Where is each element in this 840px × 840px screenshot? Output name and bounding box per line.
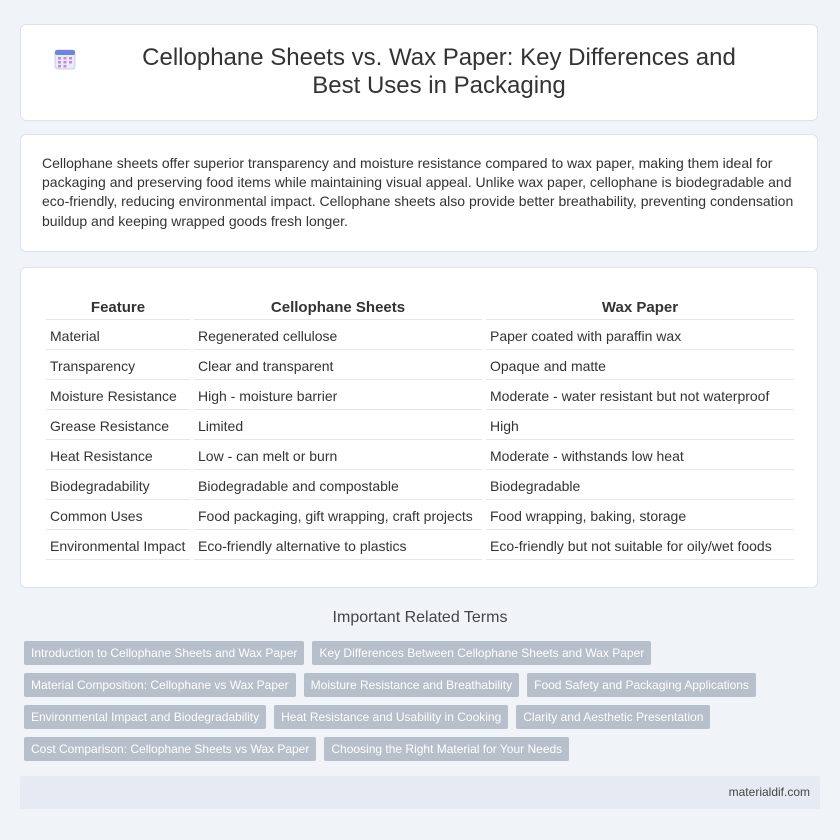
related-term-tag[interactable]: Clarity and Aesthetic Presentation xyxy=(516,705,710,729)
table-cell: Paper coated with paraffin wax xyxy=(486,322,794,350)
table-row xyxy=(46,442,794,470)
comparison-table xyxy=(42,294,798,562)
table-cell: Eco-friendly alternative to plastics xyxy=(194,532,482,560)
table-cell: Heat Resistance xyxy=(46,442,190,470)
tag-row xyxy=(24,737,804,761)
header-wax-paper: Wax Paper xyxy=(486,296,794,320)
table-cell: Clear and transparent xyxy=(194,352,482,380)
related-term-tag[interactable]: Heat Resistance and Usability in Cooking xyxy=(274,705,508,729)
title-card xyxy=(20,24,818,121)
table-cell: Grease Resistance xyxy=(46,412,190,440)
table-cell: High - moisture barrier xyxy=(194,382,482,410)
table-row xyxy=(46,532,794,560)
table-cell: Environmental Impact xyxy=(46,532,190,560)
table-cell: Limited xyxy=(194,412,482,440)
intro-paragraph: Cellophane sheets offer superior transparency and moisture resistance compared to wax paper, making them ideal for packaging and preserving food items while maintaining visual appeal. Unlike wax paper, cellophane is biodegradable and eco-friendly, reducing environmental impact. Cellophane sheets also provide better breathability, preventing condensation buildup and keeping wrapped goods fresh longer. xyxy=(42,155,794,229)
table-cell: Moderate - water resistant but not waterproof xyxy=(486,382,794,410)
table-row xyxy=(46,502,794,530)
table-row xyxy=(46,352,794,380)
table-cell: Biodegradable and compostable xyxy=(194,472,482,500)
related-term-tag[interactable]: Cost Comparison: Cellophane Sheets vs Wax Paper xyxy=(24,737,316,761)
footer xyxy=(20,776,820,809)
intro-card xyxy=(20,134,818,252)
table-cell: Food wrapping, baking, storage xyxy=(486,502,794,530)
table-cell: Low - can melt or burn xyxy=(194,442,482,470)
table-cell: Eco-friendly but not suitable for oily/wet foods xyxy=(486,532,794,560)
table-cell: Opaque and matte xyxy=(486,352,794,380)
comparison-card xyxy=(20,267,818,588)
table-cell: Food packaging, gift wrapping, craft projects xyxy=(194,502,482,530)
table-cell: Material xyxy=(46,322,190,350)
table-cell: Transparency xyxy=(46,352,190,380)
related-term-tag[interactable]: Environmental Impact and Biodegradability xyxy=(24,705,266,729)
footer-site: materialdif.com xyxy=(728,785,810,799)
related-term-tag[interactable]: Key Differences Between Cellophane Sheets and Wax Paper xyxy=(312,641,651,665)
related-term-tag[interactable]: Material Composition: Cellophane vs Wax Paper xyxy=(24,673,296,697)
table-row xyxy=(46,322,794,350)
table-cell: Moisture Resistance xyxy=(46,382,190,410)
table-row xyxy=(46,382,794,410)
page-title: Cellophane Sheets vs. Wax Paper: Key Differences and Best Uses in Packaging xyxy=(142,44,736,99)
table-cell: Regenerated cellulose xyxy=(194,322,482,350)
tag-row xyxy=(24,705,804,729)
related-terms-title: Important Related Terms xyxy=(332,609,508,626)
table-header-row xyxy=(46,296,794,320)
table-cell: Moderate - withstands low heat xyxy=(486,442,794,470)
related-term-tag[interactable]: Choosing the Right Material for Your Needs xyxy=(324,737,569,761)
table-cell: Biodegradable xyxy=(486,472,794,500)
header-cellophane: Cellophane Sheets xyxy=(194,296,482,320)
table-cell: Common Uses xyxy=(46,502,190,530)
table-cell: Biodegradability xyxy=(46,472,190,500)
related-term-tag[interactable]: Introduction to Cellophane Sheets and Wax Paper xyxy=(24,641,304,665)
related-term-tag[interactable]: Moisture Resistance and Breathability xyxy=(304,673,519,697)
table-cell: High xyxy=(486,412,794,440)
table-row xyxy=(46,412,794,440)
header-feature: Feature xyxy=(46,296,190,320)
tag-row xyxy=(24,641,804,665)
table-row xyxy=(46,472,794,500)
related-terms-list xyxy=(24,641,804,769)
tag-row xyxy=(24,673,804,697)
related-term-tag[interactable]: Food Safety and Packaging Applications xyxy=(527,673,756,697)
